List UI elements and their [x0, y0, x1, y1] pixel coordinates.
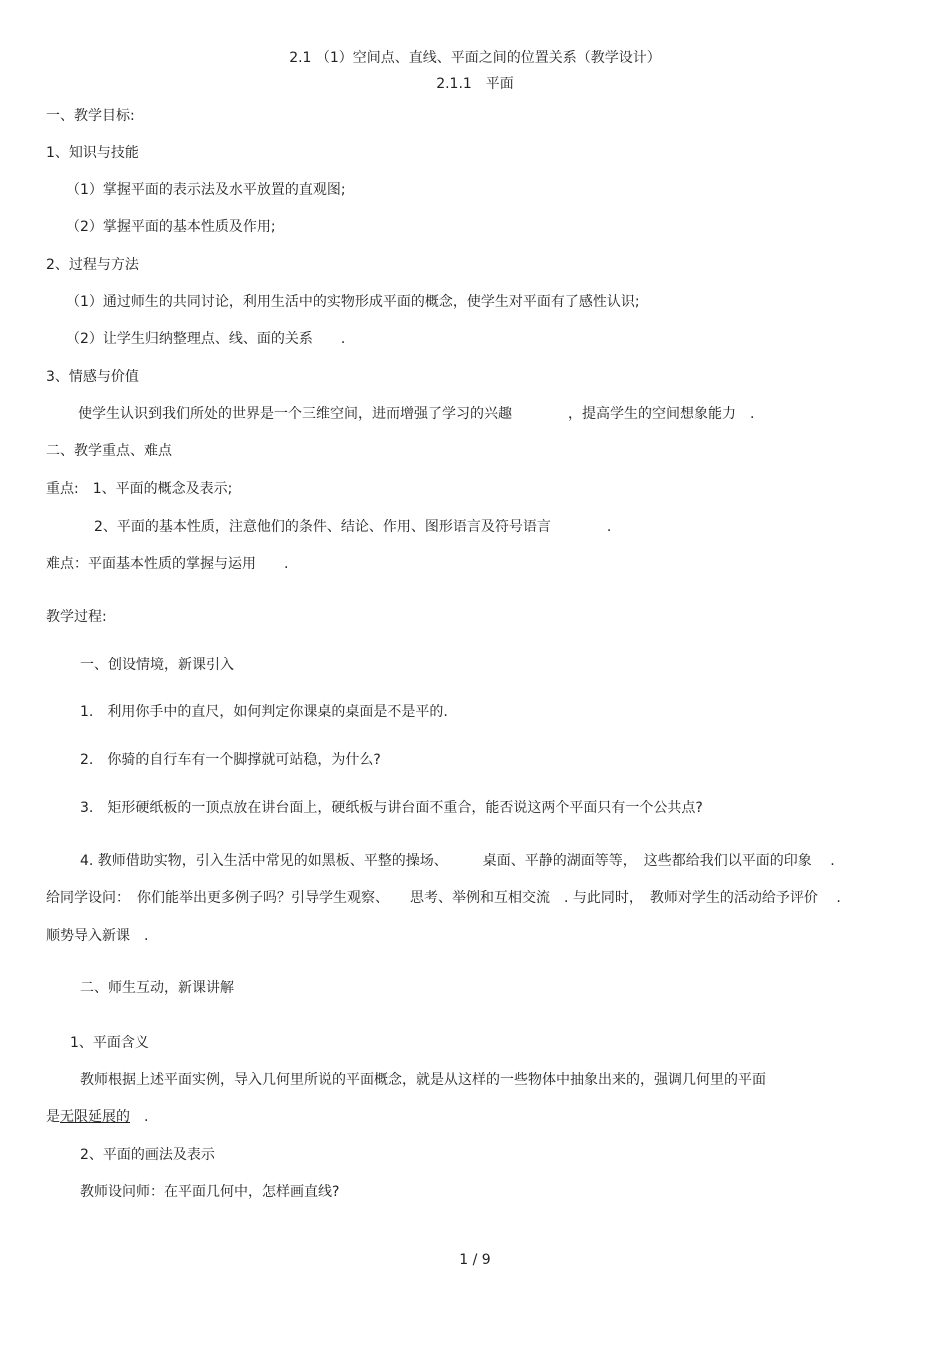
teaching-process-heading: 教学过程: — [46, 609, 107, 625]
question-3: 3. 矩形硬纸板的一顶点放在讲台面上，硬纸板与讲台面不重合，能否说这两个平面只有一个公共点? — [80, 800, 703, 816]
process-method-item-2: （2）让学生归纳整理点、线、面的关系 . — [66, 331, 346, 347]
plane-definition-text: 教师根据上述平面实例，导入几何里所说的平面概念，就是从这样的一些物体中抽象出来的，强调几何里的平面 — [80, 1072, 766, 1088]
interaction-section-heading: 二、师生互动，新课讲解 — [80, 980, 234, 996]
intro-section-heading: 一、创设情境，新课引入 — [80, 657, 234, 673]
key-point-2: 2、平面的基本性质，注意他们的条件、结论、作用、图形语言及符号语言 . — [94, 519, 612, 535]
plane-drawing-text: 教师设问师：在平面几何中，怎样画直线? — [80, 1184, 340, 1200]
emotion-text: 使学生认识到我们所处的世界是一个三维空间，进而增强了学习的兴趣 ，提高学生的空间想象能力 . — [78, 406, 755, 422]
question-2: 2. 你骑的自行车有一个脚撑就可站稳，为什么? — [80, 752, 381, 768]
plane-definition-continuation — [46, 1107, 148, 1127]
knowledge-item-2: （2）掌握平面的基本性质及作用; — [66, 219, 276, 235]
knowledge-item-1: （1）掌握平面的表示法及水平放置的直观图; — [66, 182, 346, 198]
plane-definition-pre: 是 — [46, 1109, 60, 1125]
emotion-heading: 3、情感与价值 — [46, 369, 139, 385]
knowledge-heading: 1、知识与技能 — [46, 145, 139, 161]
plane-definition-post: . — [130, 1109, 149, 1125]
doc-title: 2.1 （1）空间点、直线、平面之间的位置关系（教学设计） — [289, 50, 661, 66]
page-number: 1 / 9 — [459, 1252, 491, 1268]
question-1: 1. 利用你手中的直尺，如何判定你课桌的桌面是不是平的. — [80, 704, 448, 720]
objectives-heading: 一、教学目标: — [46, 108, 135, 124]
doc-subtitle: 2.1.1 平面 — [436, 76, 514, 92]
key-point-1: 重点: 1、平面的概念及表示; — [46, 481, 233, 497]
question-4-line-1: 4. 教师借助实物，引入生活中常见的如黑板、平整的操场、 桌面、平静的湖面等等， 这些都给我们以平面的印象 . — [80, 853, 835, 869]
infinite-extension-underlined: 无限延展的 — [60, 1109, 130, 1125]
plane-drawing-heading: 2、平面的画法及表示 — [80, 1147, 215, 1163]
key-points-heading: 二、教学重点、难点 — [46, 443, 172, 459]
difficulty-point: 难点：平面基本性质的掌握与运用 . — [46, 556, 289, 572]
process-method-item-1: （1）通过师生的共同讨论，利用生活中的实物形成平面的概念，使学生对平面有了感性认识; — [66, 294, 640, 310]
question-4-line-2: 给同学设问： 你们能举出更多例子吗？引导学生观察、 思考、举例和互相交流 . 与此同时， 教师对学生的活动给予评价 . — [46, 890, 841, 906]
process-method-heading: 2、过程与方法 — [46, 257, 139, 273]
plane-definition-heading: 1、平面含义 — [70, 1035, 149, 1051]
question-4-line-3: 顺势导入新课 . — [46, 928, 149, 944]
